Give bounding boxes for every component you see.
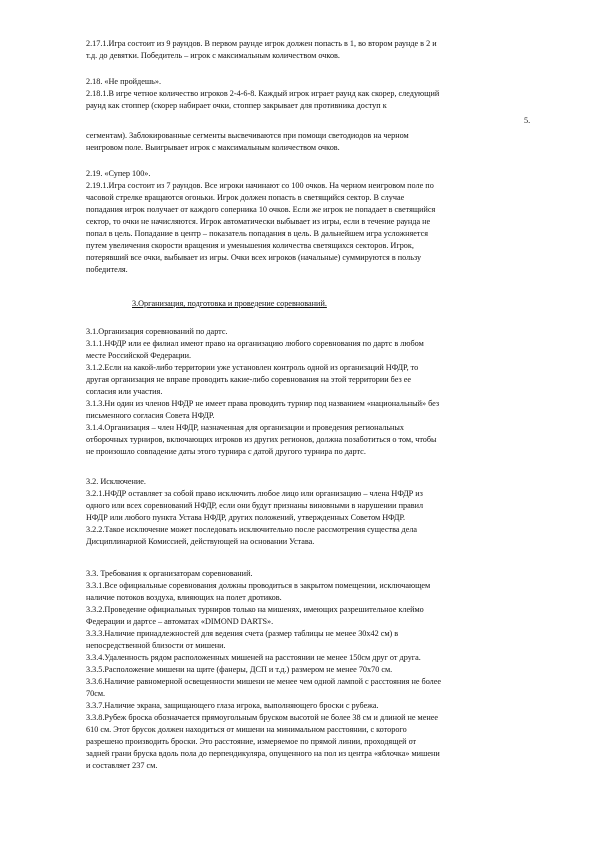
text-line: часовой стрелке вращаются огоньки. Игрок должен попасть в светящийся сектор. В случае bbox=[86, 193, 405, 202]
text-line: одного или всех соревнований НФДР, если они будут признаны виновными в нарушении правил bbox=[86, 501, 424, 510]
text-line: попадания игрок получает от каждого соперника 10 очков. Если же игрок не попадает в светящийся bbox=[86, 205, 436, 214]
section-title: 3.2. Исключение. bbox=[86, 477, 146, 486]
text-line: путем увеличения скорости вращения и уменьшения количества светящихся секторов. Игрок, bbox=[86, 241, 414, 250]
text-line: попал в цель. Попадание в центр – показатель попадания в цель. В дальнейшем игра усложняется bbox=[86, 229, 428, 238]
chapter-heading: 3.Организация, подготовка и проведение соревнований. bbox=[132, 299, 327, 308]
text-line: другая организация не вправе проводить какие-либо соревнования на этой территории без ее bbox=[86, 375, 412, 384]
text-line: 3.3.2.Проведение официальных турниров только на мишенях, имеющих разрешительное клеймо bbox=[86, 605, 424, 614]
text-line: 3.3.4.Удаленность рядом расположенных мишеней на расстоянии не менее 150см друг от друга. bbox=[86, 653, 421, 662]
text-line: 2.19.1.Игра состоит из 7 раундов. Все игроки начинают со 100 очков. На черном неигровом поле по bbox=[86, 181, 434, 190]
text-line: 70см. bbox=[86, 689, 106, 698]
text-line: 3.3.3.Наличие принадлежностей для ведения счета (размер таблицы не менее 30х42 см) в bbox=[86, 629, 399, 638]
text-line: потерявший все очки, выбывает из игры. Очки всех игроков (начальные) суммируются в пользу bbox=[86, 253, 422, 262]
text-line: отборочных турниров, включающих игроков из других регионов, должна позаботиться о том, чтобы bbox=[86, 435, 437, 444]
text-line: 3.1.2.Если на какой-либо территории уже установлен контроль одной из организаций НФДР, то bbox=[86, 363, 419, 372]
text-line: 3.1.3.Ни один из членов НФДР не имеет права проводить турнир под названием «национальный» без bbox=[86, 399, 440, 408]
text-line: сектор, то очки не начисляются. Игрок автоматически выбывает из игры, если в течение раунда не bbox=[86, 217, 431, 226]
text-line: месте Российской Федерации. bbox=[86, 351, 192, 360]
text-line: не произошло совпадение даты этого турнира с датой другого турнира по дартс. bbox=[86, 447, 366, 456]
section-title: 2.18. «Не пройдешь». bbox=[86, 77, 162, 86]
text-line: согласия или участия. bbox=[86, 387, 163, 396]
text-line: 3.3.1.Все официальные соревнования должны проводиться в закрытом помещении, исключающем bbox=[86, 581, 431, 590]
text-line: и составляет 237 см. bbox=[86, 761, 158, 770]
text-line: Дисциплинарной Комиссией, действующей на основании Устава. bbox=[86, 537, 315, 546]
text-line: 3.3.8.Рубеж броска обозначается прямоугольным бруском высотой не более 38 см и длиной не менее bbox=[86, 713, 439, 722]
text-line: победителя. bbox=[86, 265, 128, 274]
text-line: письменного согласия Совета НФДР. bbox=[86, 411, 215, 420]
text-line: разрешено производить броски. Это расстояние, измеряемое по прямой линии, проходящей от bbox=[86, 737, 417, 746]
section-title: 3.1.Организация соревнований по дартс. bbox=[86, 327, 228, 336]
text-line: 3.1.4.Организация – член НФДР, назначенная для организации и проведения региональных bbox=[86, 423, 405, 432]
text-line: 3.2.2.Такое исключение может последовать исключительно после рассмотрения существа дела bbox=[86, 525, 418, 534]
text-line: Федерации и дартсе – автоматах «DIMOND DARTS». bbox=[86, 617, 274, 626]
section-title: 2.19. «Супер 100». bbox=[86, 169, 151, 178]
text-line: 3.1.1.НФДР или ее филиал имеют право на организацию любого соревнования по дартс в любом bbox=[86, 339, 424, 348]
text-line: непосредственной близости от мишени. bbox=[86, 641, 226, 650]
text-line: 610 см. Этот брусок должен находиться от мишени на минимальном расстоянии, с которого bbox=[86, 725, 407, 734]
text-line: сегментам). Заблокированные сегменты высвечиваются при помощи светодиодов на черном bbox=[86, 131, 409, 140]
text-line: 3.3.6.Наличие равномерной освещенности мишени не менее чем одной лампой с расстояния не более bbox=[86, 677, 442, 686]
text-line: 2.18.1.В игре четное количество игроков 2-4-6-8. Каждый игрок играет раунд как скорер, следующий bbox=[86, 89, 440, 98]
text-line: неигровом поле. Выигрывает игрок с максимальным количеством очков. bbox=[86, 143, 340, 152]
page-number: 5. bbox=[524, 116, 531, 125]
text-line: НФДР или любого пункта Устава НФДР, других положений, утвержденных Советом НФДР. bbox=[86, 513, 406, 522]
text-line: 3.3.7.Наличие экрана, защищающего глаза игрока, выполняющего броски с рубежа. bbox=[86, 701, 379, 710]
text-line: раунд как стоппер (скорер набирает очки, стоппер закрывает для противника доступ к bbox=[86, 101, 387, 110]
text-line: задней грани бруска вдоль пола до перпендикуляра, опущенного на пол из центра «яблочка» мишени bbox=[86, 749, 440, 758]
text-line: 2.17.1.Игра состоит из 9 раундов. В первом раунде игрок должен попасть в 1, во втором раунде в 2 и bbox=[86, 39, 437, 48]
text-line: 3.3.5.Расположение мишени на щите (фанеры, ДСП и т.д.) размером не менее 70х70 см. bbox=[86, 665, 393, 674]
text-line: наличие потоков воздуха, влияющих на полет дротиков. bbox=[86, 593, 282, 602]
text-line: 3.2.1.НФДР оставляет за собой право исключить любое лицо или организацию – члена НФДР из bbox=[86, 489, 423, 498]
section-title: 3.3. Требования к организаторам соревнований. bbox=[86, 569, 253, 578]
text-line: т.д. до девятки. Победитель – игрок с максимальным количеством очков. bbox=[86, 51, 340, 60]
